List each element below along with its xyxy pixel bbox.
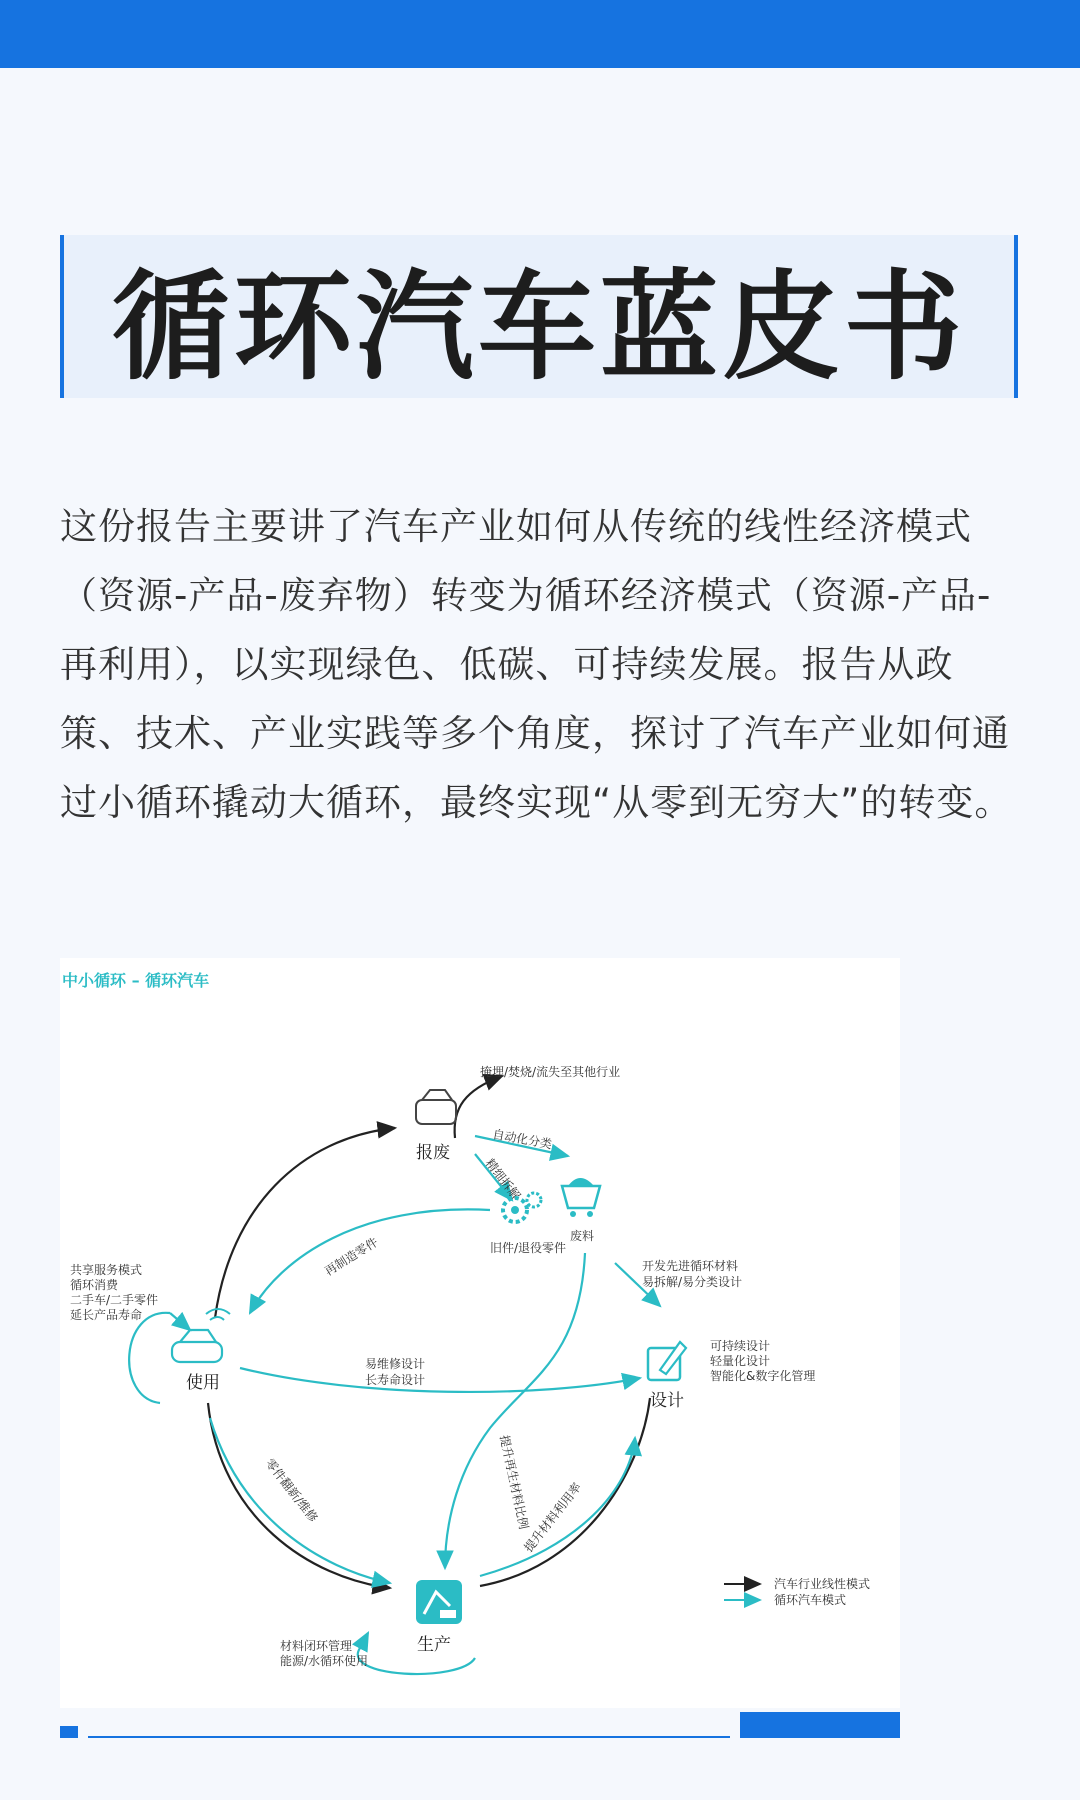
- design-note-3: 智能化&数字化管理: [710, 1369, 816, 1383]
- label-fine-dismantle: 精细拆解: [482, 1156, 524, 1203]
- title-box: [60, 235, 1018, 398]
- top-banner: [0, 0, 1080, 68]
- loop-production-head: [360, 1633, 368, 1648]
- cart-icon-scrap-material: [562, 1178, 600, 1217]
- material-note-1: 开发先进循环材料: [642, 1259, 739, 1273]
- node-design: 设计: [650, 1391, 684, 1411]
- material-note-2: 易拆解/易分类设计: [642, 1275, 743, 1289]
- use-note-3: 二手车/二手零件: [70, 1293, 159, 1307]
- label-long-life-design: 长寿命设计: [365, 1373, 426, 1387]
- arrow-remanufacture: [250, 1209, 490, 1313]
- car-icon-scrap: [416, 1090, 456, 1124]
- connected-car-icon-use: [172, 1309, 230, 1362]
- node-used-parts: 旧件/退役零件: [490, 1241, 567, 1255]
- circular-car-diagram: [60, 958, 900, 1708]
- outflow-label: 掩埋/焚烧/流失至其他行业: [480, 1065, 621, 1079]
- arrow-use-to-design: [240, 1368, 640, 1392]
- diagram-header: 中小循环 – 循环汽车: [62, 971, 210, 990]
- footer-square: [60, 1726, 78, 1738]
- label-material-use: 提升材料利用率: [521, 1480, 585, 1555]
- node-scrap-material: 废料: [570, 1229, 595, 1243]
- use-note-2: 循环消费: [70, 1278, 119, 1292]
- legend-linear: 汽车行业线性模式: [774, 1577, 871, 1591]
- node-production: 生产: [417, 1635, 451, 1655]
- loop-use-head: [170, 1313, 190, 1330]
- label-remanufacture: 再制造零件: [322, 1234, 381, 1279]
- loop-use: [129, 1313, 170, 1403]
- design-note-2: 轻量化设计: [710, 1354, 771, 1368]
- prod-note-2: 能源/水循环使用: [280, 1654, 369, 1668]
- footer-bar: [740, 1712, 900, 1738]
- label-repair-design: 易维修设计: [365, 1357, 426, 1371]
- node-scrap: 报废: [416, 1143, 450, 1163]
- diagram-svg: [60, 958, 900, 1708]
- label-auto-sort: 自动化分类: [491, 1127, 554, 1152]
- intro-paragraph: 这份报告主要讲了汽车产业如何从传统的线性经济模式（资源-产品-废弃物）转变为循环经济模式（资源-产品-再利用），以实现绿色、低碳、可持续发展。报告从政策、技术、产业实践等多个角度，探讨了汽车产业如何通过小循环撬动大循环，最终实现“从零到无穷大”的转变。: [60, 505, 1013, 824]
- label-refurbish: 零件翻新/维修: [262, 1456, 321, 1525]
- prod-note-1: 材料闭环管理: [280, 1639, 353, 1653]
- use-note-1: 共享服务模式: [70, 1263, 143, 1277]
- factory-robot-icon-production: [416, 1580, 462, 1624]
- page-title: 循环汽车蓝皮书: [111, 257, 966, 396]
- node-use: 使用: [186, 1373, 220, 1393]
- edit-icon-design: [648, 1342, 686, 1380]
- design-note-1: 可持续设计: [710, 1339, 771, 1353]
- use-note-4: 延长产品寿命: [70, 1308, 143, 1322]
- label-recycled-ratio: 提升再生材料比例: [497, 1433, 531, 1531]
- legend: [724, 1576, 870, 1607]
- legend-circular: 循环汽车模式: [774, 1593, 847, 1607]
- footer-line: [88, 1736, 730, 1738]
